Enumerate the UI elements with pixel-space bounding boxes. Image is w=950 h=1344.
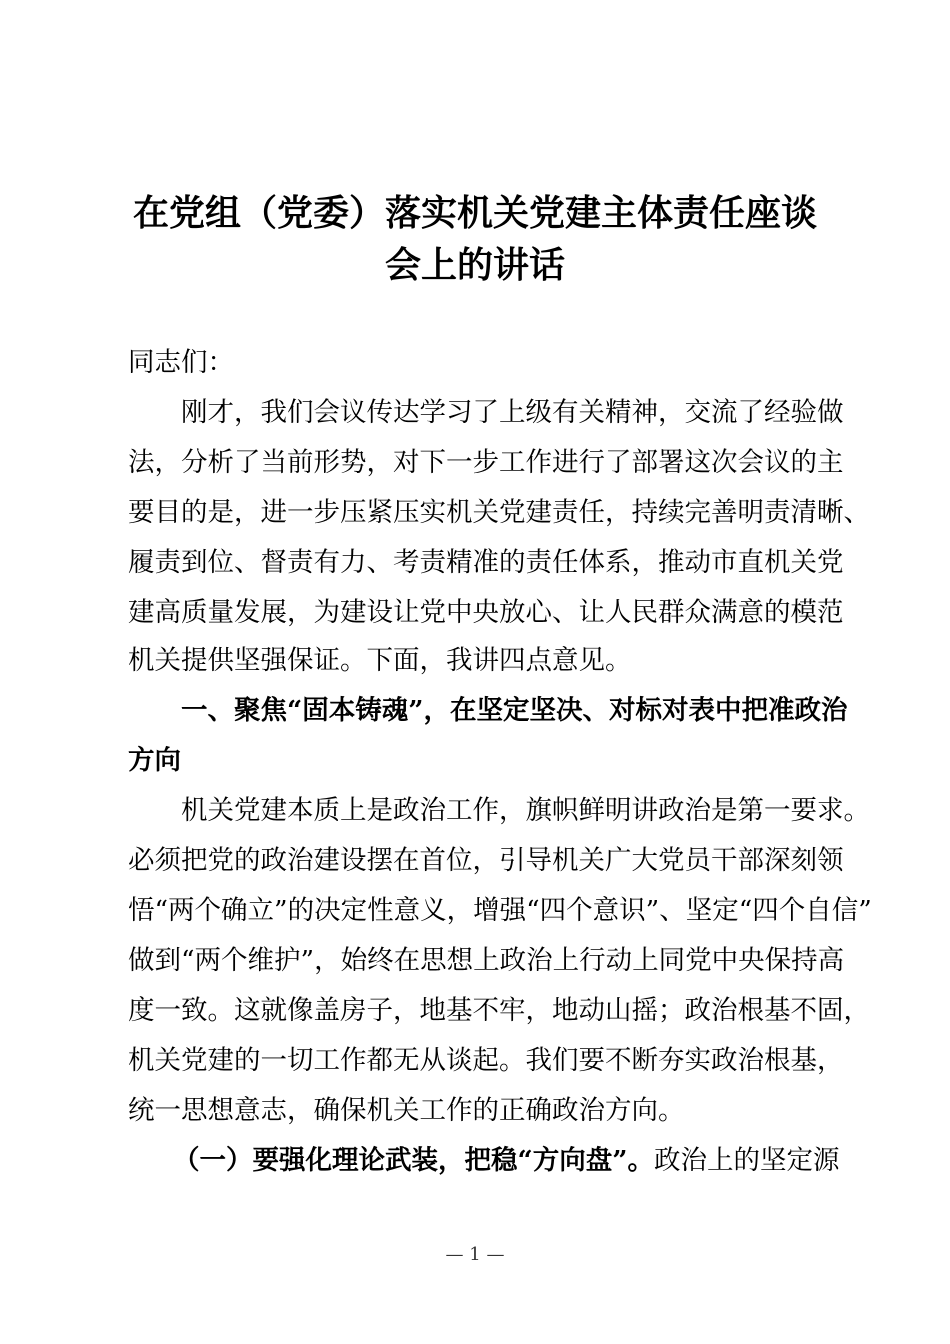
paragraph-line: 必须把党的政治建设摆在首位，引导机关广大党员干部深刻领 (128, 845, 844, 876)
paragraph-line: 建高质量发展，为建设让党中央放心、让人民群众满意的模范 (128, 597, 844, 628)
paragraph-line: 统一思想意志，确保机关工作的正确政治方向。 (128, 1095, 685, 1126)
section-heading-line: 一、聚焦“固本铸魂”，在坚定坚决、对标对表中把准政治 (181, 695, 848, 726)
section-heading-line: 方向 (128, 745, 181, 776)
paragraph-line: 度一致。这就像盖房子，地基不牢，地动山摇；政治根基不固， (128, 995, 870, 1026)
paragraph-line: 机关党建的一切工作都无从谈起。我们要不断夯实政治根基， (128, 1045, 844, 1076)
subheading-continuation: 政治上的坚定源 (654, 1145, 840, 1176)
paragraph-line: 要目的是，进一步压紧压实机关党建责任，持续完善明责清晰、 (128, 497, 870, 528)
subheading-line (128, 1136, 840, 1186)
subheading-bold: （一）要强化理论武装，把稳“方向盘”。 (173, 1145, 654, 1176)
paragraph-line: 履责到位、督责有力、考责精准的责任体系，推动市直机关党 (128, 547, 844, 578)
paragraph-line: 机关党建本质上是政治工作，旗帜鲜明讲政治是第一要求。 (181, 795, 870, 826)
paragraph-line: 机关提供坚强保证。下面，我讲四点意见。 (128, 645, 632, 676)
document-title-line-2: 会上的讲话 (384, 244, 565, 286)
salutation: 同志们： (128, 347, 234, 378)
paragraph-line: 悟“两个确立”的决定性意义，增强“四个意识”、坚定“四个自信” (128, 895, 872, 926)
paragraph-line: 法，分析了当前形势，对下一步工作进行了部署这次会议的主 (128, 447, 844, 478)
paragraph-line: 做到“两个维护”，始终在思想上政治上行动上同党中央保持高 (128, 945, 845, 976)
page-number: — 1 — (445, 1244, 505, 1265)
paragraph-line: 刚才，我们会议传达学习了上级有关精神，交流了经验做 (181, 397, 844, 428)
document-title-line-1: 在党组（党委）落实机关党建主体责任座谈 (132, 192, 817, 234)
